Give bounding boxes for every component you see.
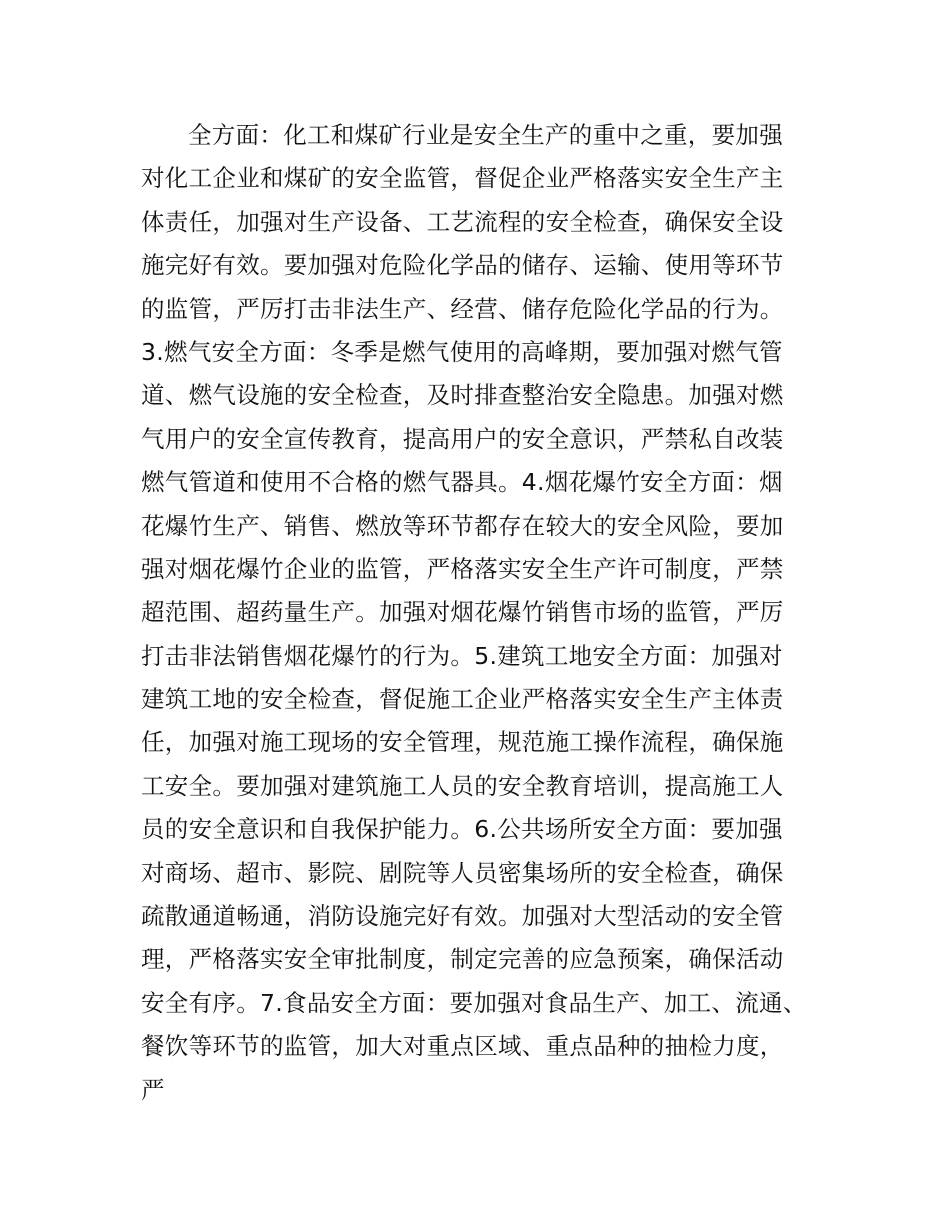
text-line: 任，加强对施工现场的安全管理，规范施工操作流程，确保施	[141, 728, 784, 757]
text-line: 对化工企业和煤矿的安全监管，督促企业严格落实安全生产主	[141, 164, 784, 193]
text-line: 强对烟花爆竹企业的监管，严格落实安全生产许可制度，严禁	[141, 554, 784, 583]
text-line: 全方面：化工和煤矿行业是安全生产的重中之重，要加强	[188, 121, 783, 149]
text-line: 严	[141, 1075, 165, 1104]
text-line: 打击非法销售烟花爆竹的行为。5.建筑工地安全方面：加强对	[141, 641, 783, 670]
text-line: 员的安全意识和自我保护能力。6.公共场所安全方面：要加强	[141, 815, 783, 844]
text-line: 对商场、超市、影院、剧院等人员密集场所的安全检查，确保	[141, 858, 784, 887]
text-line: 安全有序。7.食品安全方面：要加强对食品生产、加工、流通、	[141, 988, 807, 1017]
text-line: 道、燃气设施的安全检查，及时排查整治安全隐患。加强对燃	[141, 381, 784, 410]
text-line: 燃气管道和使用不合格的燃气器具。4.烟花爆竹安全方面：烟	[141, 468, 783, 497]
text-line: 气用户的安全宣传教育，提高用户的安全意识，严禁私自改装	[141, 424, 784, 453]
text-line: 疏散通道畅通，消防设施完好有效。加强对大型活动的安全管	[141, 902, 784, 931]
text-line: 建筑工地的安全检查，督促施工企业严格落实安全生产主体责	[141, 685, 784, 714]
text-line: 餐饮等环节的监管，加大对重点区域、重点品种的抽检力度，	[141, 1032, 784, 1061]
text-line: 体责任，加强对生产设备、工艺流程的安全检查，确保安全设	[141, 207, 784, 236]
text-line: 施完好有效。要加强对危险化学品的储存、运输、使用等环节	[141, 251, 784, 280]
text-line: 工安全。要加强对建筑施工人员的安全教育培训，提高施工人	[141, 771, 784, 800]
text-line: 理，严格落实安全审批制度，制定完善的应急预案，确保活动	[141, 945, 784, 974]
text-line: 超范围、超药量生产。加强对烟花爆竹销售市场的监管，严厉	[141, 598, 784, 627]
text-line: 3.燃气安全方面：冬季是燃气使用的高峰期，要加强对燃气管	[141, 337, 783, 366]
text-line: 的监管，严厉打击非法生产、经营、储存危险化学品的行为。	[141, 294, 784, 323]
text-line: 花爆竹生产、销售、燃放等环节都存在较大的安全风险，要加	[141, 511, 784, 540]
body-text	[141, 114, 831, 1112]
